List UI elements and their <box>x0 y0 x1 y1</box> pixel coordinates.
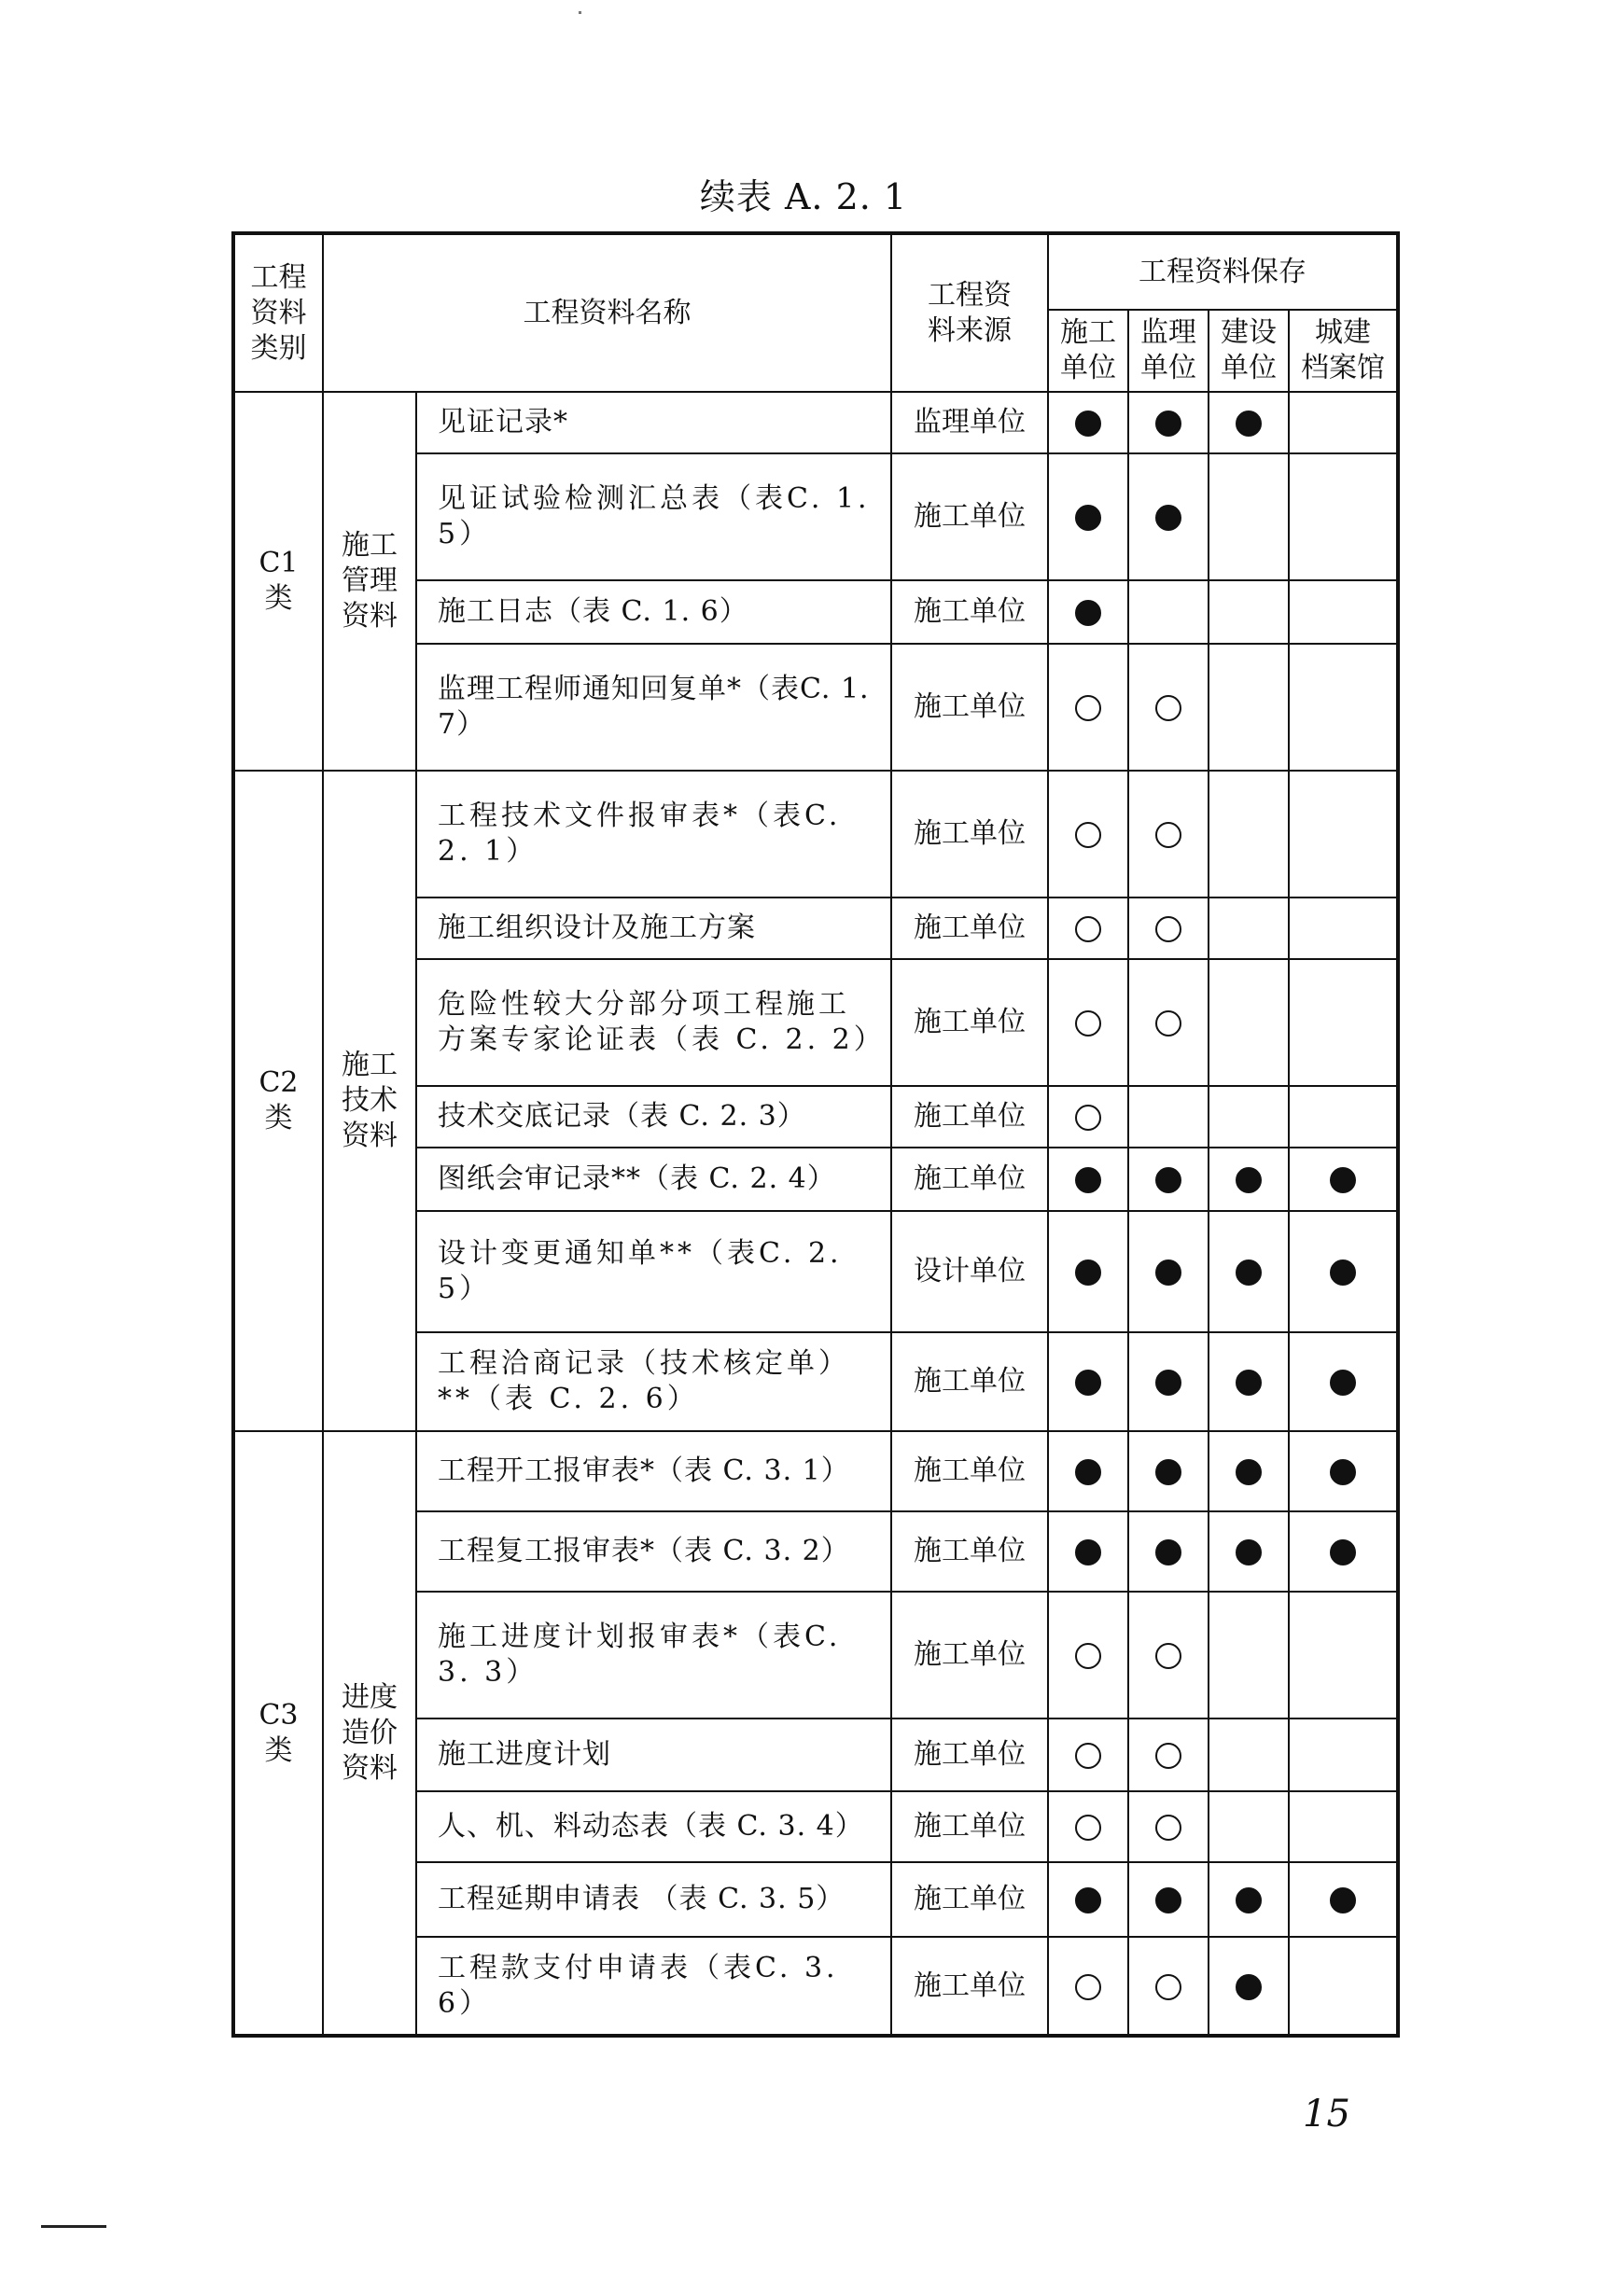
filled-circle-icon <box>1155 1539 1181 1565</box>
storage-cell-construction <box>1048 1511 1128 1592</box>
storage-cell-construction <box>1048 392 1128 453</box>
hollow-circle-icon <box>1075 916 1101 942</box>
filled-circle-icon <box>1330 1459 1356 1485</box>
source-cell: 施工单位 <box>891 1511 1048 1592</box>
storage-cell-construction <box>1048 771 1128 898</box>
document-name-cell: 工程款支付申请表（表C. 3. 6） <box>416 1937 891 2036</box>
source-cell: 施工单位 <box>891 1592 1048 1719</box>
source-cell: 施工单位 <box>891 1862 1048 1937</box>
hollow-circle-icon <box>1075 1105 1101 1131</box>
storage-cell-construction <box>1048 1937 1128 2036</box>
storage-cell-construction <box>1048 1148 1128 1211</box>
header-unit-line: 档案馆 <box>1301 352 1385 384</box>
subcategory-cell <box>323 1431 416 2036</box>
filled-circle-icon <box>1330 1370 1356 1396</box>
storage-cell-supervision <box>1128 1511 1209 1592</box>
header-unit-line: 监理 <box>1140 316 1196 349</box>
document-name-cell: 见证记录* <box>416 392 891 453</box>
category-line: C1 <box>259 547 299 579</box>
storage-cell-archive <box>1289 644 1398 771</box>
hollow-circle-icon <box>1075 1743 1101 1769</box>
filled-circle-icon <box>1236 1167 1262 1193</box>
category-line: 类 <box>264 1102 293 1134</box>
storage-cell-construction <box>1048 1719 1128 1791</box>
subcategory-line: 技术 <box>342 1084 398 1117</box>
filled-circle-icon <box>1155 1167 1181 1193</box>
storage-cell-construction <box>1048 1862 1128 1937</box>
document-name-cell: 危险性较大分部分项工程施工方案专家论证表（表 C. 2. 2） <box>416 959 891 1086</box>
hollow-circle-icon <box>1075 1010 1101 1037</box>
storage-cell-archive <box>1289 898 1398 959</box>
storage-cell-owner <box>1209 392 1289 453</box>
table-header <box>233 233 1398 392</box>
storage-cell-archive <box>1289 453 1398 580</box>
filled-circle-icon <box>1155 505 1181 531</box>
source-cell: 施工单位 <box>891 580 1048 644</box>
storage-cell-construction <box>1048 1592 1128 1719</box>
filled-circle-icon <box>1236 410 1262 437</box>
storage-cell-supervision <box>1128 1791 1209 1862</box>
filled-circle-icon <box>1236 1887 1262 1913</box>
storage-cell-owner <box>1209 453 1289 580</box>
table-container <box>231 231 1400 2038</box>
storage-cell-archive <box>1289 1937 1398 2036</box>
storage-cell-supervision <box>1128 1332 1209 1431</box>
source-cell: 施工单位 <box>891 1431 1048 1511</box>
storage-cell-archive <box>1289 1719 1398 1791</box>
document-name-cell: 工程延期申请表 （表 C. 3. 5） <box>416 1862 891 1937</box>
page-number: 15 <box>1303 2093 1350 2136</box>
storage-cell-construction <box>1048 898 1128 959</box>
storage-cell-supervision <box>1128 392 1209 453</box>
storage-cell-owner <box>1209 1431 1289 1511</box>
hollow-circle-icon <box>1155 695 1181 721</box>
category-cell <box>233 771 323 1431</box>
category-line: 类 <box>264 1733 293 1767</box>
storage-cell-supervision <box>1128 959 1209 1086</box>
filled-circle-icon <box>1075 1539 1101 1565</box>
category-cell <box>233 1431 323 2036</box>
header-category-line: 类别 <box>250 331 307 365</box>
hollow-circle-icon <box>1155 916 1181 942</box>
header-category-line: 工程 <box>250 260 307 294</box>
header-unit-line: 城建 <box>1315 316 1371 349</box>
storage-cell-supervision <box>1128 1431 1209 1511</box>
storage-cell-archive <box>1289 1592 1398 1719</box>
filled-circle-icon <box>1075 505 1101 531</box>
header-unit-line: 施工 <box>1060 316 1116 349</box>
storage-cell-owner <box>1209 644 1289 771</box>
storage-cell-archive <box>1289 1211 1398 1332</box>
subcategory-cell <box>323 392 416 771</box>
filled-circle-icon <box>1236 1370 1262 1396</box>
storage-cell-archive <box>1289 1862 1398 1937</box>
subcategory-line: 施工 <box>342 1049 398 1081</box>
storage-cell-supervision <box>1128 1148 1209 1211</box>
subcategory-line: 施工 <box>342 529 398 562</box>
header-source <box>891 233 1048 392</box>
document-name-cell: 图纸会审记录**（表 C. 2. 4） <box>416 1148 891 1211</box>
storage-cell-supervision <box>1128 644 1209 771</box>
storage-cell-archive <box>1289 580 1398 644</box>
hollow-circle-icon <box>1075 1974 1101 2000</box>
storage-cell-owner <box>1209 1086 1289 1148</box>
source-cell: 施工单位 <box>891 1937 1048 2036</box>
header-category <box>233 233 323 392</box>
storage-cell-supervision <box>1128 771 1209 898</box>
storage-cell-owner <box>1209 1592 1289 1719</box>
hollow-circle-icon <box>1155 1010 1181 1037</box>
storage-cell-supervision <box>1128 1862 1209 1937</box>
header-unit-supervision <box>1128 310 1209 392</box>
storage-cell-archive <box>1289 771 1398 898</box>
storage-cell-owner <box>1209 1862 1289 1937</box>
document-name-cell: 技术交底记录（表 C. 2. 3） <box>416 1086 891 1148</box>
table-title: 续表 A. 2. 1 <box>699 176 908 217</box>
hollow-circle-icon <box>1155 1974 1181 2000</box>
hollow-circle-icon <box>1155 1643 1181 1669</box>
filled-circle-icon <box>1236 1459 1262 1485</box>
storage-cell-archive <box>1289 1332 1398 1431</box>
storage-cell-owner <box>1209 580 1289 644</box>
header-unit-construction <box>1048 310 1128 392</box>
filled-circle-icon <box>1075 1459 1101 1485</box>
storage-cell-owner <box>1209 898 1289 959</box>
table-body <box>233 392 1398 2036</box>
header-unit-owner <box>1209 310 1289 392</box>
storage-cell-construction <box>1048 1086 1128 1148</box>
source-cell: 施工单位 <box>891 1086 1048 1148</box>
header-name: 工程资料名称 <box>323 233 891 392</box>
document-name-cell: 工程复工报审表*（表 C. 3. 2） <box>416 1511 891 1592</box>
storage-cell-archive <box>1289 392 1398 453</box>
storage-cell-supervision <box>1128 1086 1209 1148</box>
filled-circle-icon <box>1155 1887 1181 1913</box>
filled-circle-icon <box>1075 1259 1101 1286</box>
subcategory-line: 资料 <box>342 600 398 633</box>
filled-circle-icon <box>1075 600 1101 626</box>
header-unit-line: 单位 <box>1140 352 1196 384</box>
storage-cell-archive <box>1289 1148 1398 1211</box>
filled-circle-icon <box>1075 1370 1101 1396</box>
filled-circle-icon <box>1075 410 1101 437</box>
source-cell: 施工单位 <box>891 1148 1048 1211</box>
storage-cell-archive <box>1289 1086 1398 1148</box>
source-cell: 施工单位 <box>891 959 1048 1086</box>
storage-cell-archive <box>1289 1511 1398 1592</box>
storage-cell-owner <box>1209 1511 1289 1592</box>
storage-cell-owner <box>1209 959 1289 1086</box>
filled-circle-icon <box>1330 1887 1356 1913</box>
source-cell: 设计单位 <box>891 1211 1048 1332</box>
filled-circle-icon <box>1330 1259 1356 1286</box>
storage-cell-construction <box>1048 1332 1128 1431</box>
storage-cell-supervision <box>1128 1937 1209 2036</box>
storage-cell-construction <box>1048 959 1128 1086</box>
source-cell: 施工单位 <box>891 453 1048 580</box>
document-name-cell: 见证试验检测汇总表（表C. 1. 5） <box>416 453 891 580</box>
subcategory-line: 进度 <box>342 1680 398 1714</box>
category-cell <box>233 392 323 771</box>
subcategory-line: 资料 <box>342 1751 398 1785</box>
hollow-circle-icon <box>1155 822 1181 848</box>
hollow-circle-icon <box>1075 1643 1101 1669</box>
source-cell: 施工单位 <box>891 1791 1048 1862</box>
storage-cell-supervision <box>1128 1211 1209 1332</box>
category-line: C2 <box>259 1066 299 1099</box>
filled-circle-icon <box>1236 1259 1262 1286</box>
storage-cell-construction <box>1048 644 1128 771</box>
storage-cell-owner <box>1209 1148 1289 1211</box>
storage-cell-supervision <box>1128 1592 1209 1719</box>
filled-circle-icon <box>1155 410 1181 437</box>
source-cell: 施工单位 <box>891 898 1048 959</box>
source-cell: 施工单位 <box>891 1719 1048 1791</box>
filled-circle-icon <box>1155 1459 1181 1485</box>
header-source-line: 工程资 <box>928 278 1012 312</box>
filled-circle-icon <box>1236 1539 1262 1565</box>
document-name-cell: 人、机、料动态表（表 C. 3. 4） <box>416 1791 891 1862</box>
storage-cell-supervision <box>1128 1719 1209 1791</box>
header-unit-line: 建设 <box>1221 316 1277 349</box>
scan-speck <box>579 11 581 14</box>
document-name-cell: 施工进度计划报审表*（表C. 3. 3） <box>416 1592 891 1719</box>
document-name-cell: 工程开工报审表*（表 C. 3. 1） <box>416 1431 891 1511</box>
storage-cell-construction <box>1048 1211 1128 1332</box>
hollow-circle-icon <box>1075 1815 1101 1841</box>
subcategory-cell <box>323 771 416 1431</box>
source-cell: 监理单位 <box>891 392 1048 453</box>
storage-cell-construction <box>1048 1431 1128 1511</box>
storage-cell-owner <box>1209 1937 1289 2036</box>
hollow-circle-icon <box>1075 695 1101 721</box>
document-name-cell: 施工组织设计及施工方案 <box>416 898 891 959</box>
hollow-circle-icon <box>1155 1815 1181 1841</box>
source-cell: 施工单位 <box>891 644 1048 771</box>
category-line: 类 <box>264 582 293 615</box>
filled-circle-icon <box>1330 1167 1356 1193</box>
header-unit-line: 单位 <box>1221 352 1277 384</box>
subcategory-line: 管理 <box>342 564 398 597</box>
filled-circle-icon <box>1155 1259 1181 1286</box>
storage-cell-supervision <box>1128 580 1209 644</box>
document-name-cell: 设计变更通知单**（表C. 2. 5） <box>416 1211 891 1332</box>
storage-cell-construction <box>1048 453 1128 580</box>
document-name-cell: 施工进度计划 <box>416 1719 891 1791</box>
subcategory-line: 资料 <box>342 1120 398 1152</box>
storage-cell-archive <box>1289 959 1398 1086</box>
source-cell: 施工单位 <box>891 771 1048 898</box>
document-name-cell: 工程技术文件报审表*（表C. 2. 1） <box>416 771 891 898</box>
header-unit-line: 单位 <box>1060 352 1116 384</box>
header-category-line: 资料 <box>250 296 307 329</box>
filled-circle-icon <box>1236 1974 1262 2000</box>
document-name-cell: 监理工程师通知回复单*（表C. 1. 7） <box>416 644 891 771</box>
storage-cell-owner <box>1209 771 1289 898</box>
source-cell: 施工单位 <box>891 1332 1048 1431</box>
filled-circle-icon <box>1155 1370 1181 1396</box>
table-row <box>233 1431 1398 1511</box>
storage-cell-supervision <box>1128 898 1209 959</box>
filled-circle-icon <box>1075 1167 1101 1193</box>
document-name-cell: 施工日志（表 C. 1. 6） <box>416 580 891 644</box>
storage-cell-archive <box>1289 1791 1398 1862</box>
archive-table <box>231 231 1400 2038</box>
header-source-line: 料来源 <box>928 313 1012 347</box>
filled-circle-icon <box>1075 1887 1101 1913</box>
storage-cell-construction <box>1048 580 1128 644</box>
storage-cell-owner <box>1209 1332 1289 1431</box>
document-name-cell: 工程洽商记录（技术核定单）**（表 C. 2. 6） <box>416 1332 891 1431</box>
storage-cell-archive <box>1289 1431 1398 1511</box>
storage-cell-owner <box>1209 1211 1289 1332</box>
header-storage: 工程资料保存 <box>1048 233 1398 310</box>
hollow-circle-icon <box>1155 1743 1181 1769</box>
storage-cell-owner <box>1209 1719 1289 1791</box>
table-row <box>233 392 1398 453</box>
footer-rule <box>41 2225 106 2228</box>
table-row <box>233 771 1398 898</box>
subcategory-line: 造价 <box>342 1716 398 1749</box>
category-line: C3 <box>259 1698 299 1732</box>
storage-cell-supervision <box>1128 453 1209 580</box>
storage-cell-construction <box>1048 1791 1128 1862</box>
filled-circle-icon <box>1330 1539 1356 1565</box>
header-unit-archive <box>1289 310 1398 392</box>
storage-cell-owner <box>1209 1791 1289 1862</box>
hollow-circle-icon <box>1075 822 1101 848</box>
